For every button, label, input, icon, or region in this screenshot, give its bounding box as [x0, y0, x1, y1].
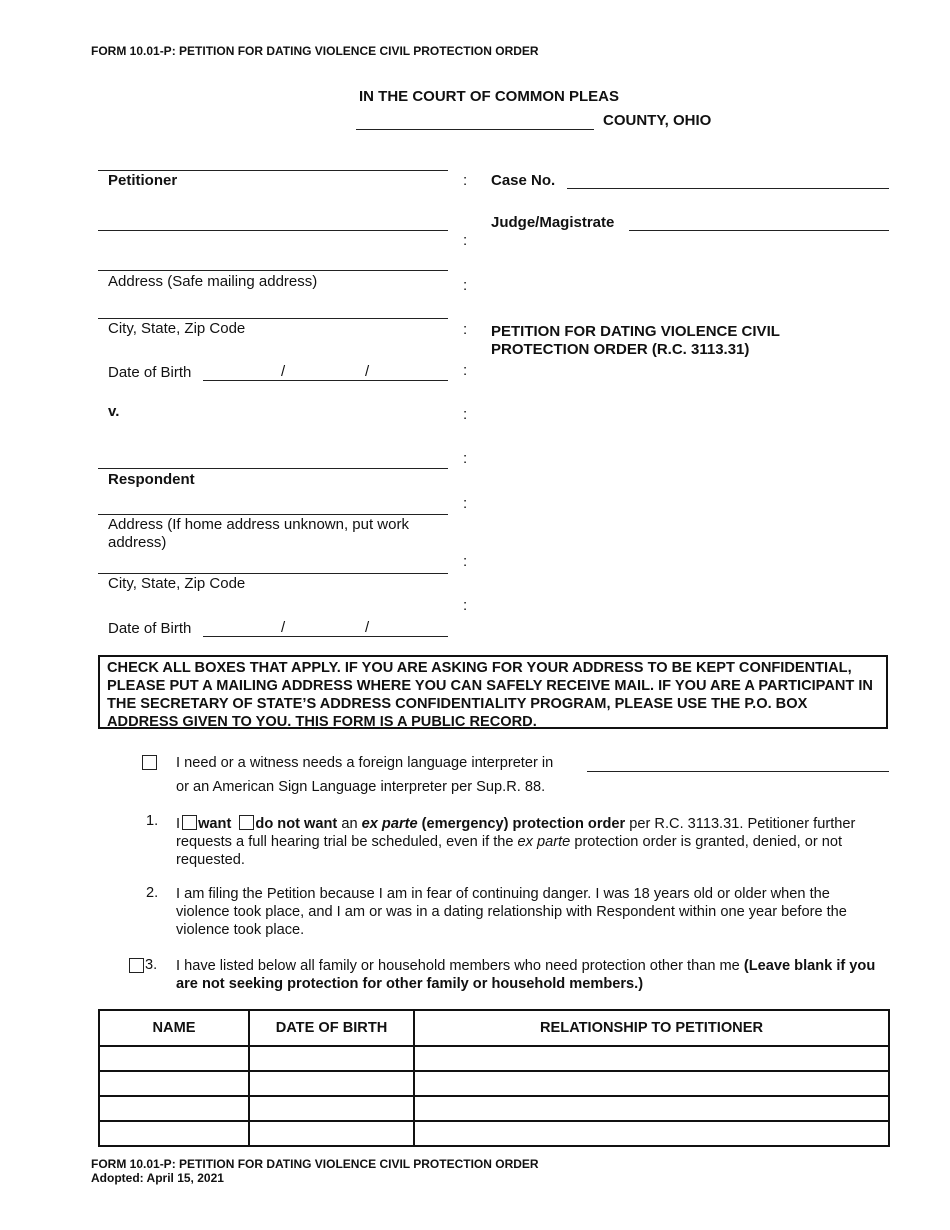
respondent-address-label: Address (If home address unknown, put work address): [108, 516, 409, 551]
respondent-name-line[interactable]: [98, 468, 448, 469]
table-cell[interactable]: [99, 1096, 249, 1121]
table-cell[interactable]: [414, 1046, 889, 1071]
item-1-rest2: protection order is granted, denied, or not requested.: [176, 834, 843, 868]
public-record-notice: CHECK ALL BOXES THAT APPLY. IF YOU ARE ASKING FOR YOUR ADDRESS TO BE KEPT CONFIDENTIAL, PLEASE PUT A MAILING ADDRESS WHERE YOU CAN SAFELY RECEIVE MAIL. IF YOU ARE A PARTICIPANT IN THE SECRETARY OF STATE’S ADDRESS CONFIDENTIALITY PROGRAM, PLEASE USE THE P.O. BOX ADDRESS GIVEN TO YOU. THIS FORM IS A PUBLIC RECORD.: [98, 655, 888, 729]
respondent-city-label: City, State, Zip Code: [108, 575, 246, 592]
dob-slash: /: [281, 363, 286, 380]
caption-colon: :: [463, 232, 468, 249]
petition-title-line2: PROTECTION ORDER (R.C. 3113.31): [491, 341, 750, 358]
interpreter-checkbox[interactable]: [142, 755, 157, 770]
caption-colon: :: [463, 450, 468, 467]
table-cell[interactable]: [249, 1071, 414, 1096]
item-1-rest1: per R.C. 3113.31. Petitioner further requests a full hearing trial be scheduled, even if the: [176, 816, 856, 850]
table-cell[interactable]: [249, 1096, 414, 1121]
table-cell[interactable]: [99, 1046, 249, 1071]
interpreter-language-field[interactable]: [587, 771, 889, 772]
petitioner-name-line[interactable]: [98, 170, 448, 171]
respondent-dob-label: Date of Birth: [108, 620, 192, 637]
table-row: [99, 1071, 889, 1096]
table-header-row: [99, 1010, 889, 1046]
caption-colon: :: [463, 277, 468, 294]
court-name: IN THE COURT OF COMMON PLEAS: [359, 88, 619, 105]
petitioner-dob-label: Date of Birth: [108, 364, 192, 381]
item-3-text-main: I have listed below all family or household members who need protection other than me: [176, 958, 744, 974]
interpreter-text-line1: I need or a witness needs a foreign language interpreter in: [176, 755, 554, 771]
versus-label: v.: [108, 403, 120, 420]
item-1-text: [176, 813, 866, 869]
caption-colon: :: [463, 597, 468, 614]
item-3-text-bold: (Leave blank if you are not seeking protection for other family or household members.): [176, 958, 876, 992]
want-label: want: [198, 816, 232, 832]
relationship-header: RELATIONSHIP TO PETITIONER: [414, 1010, 889, 1046]
respondent-label: Respondent: [108, 471, 195, 488]
case-no-label: Case No.: [491, 172, 556, 189]
item-3-number: 3.: [145, 957, 158, 973]
respondent-address-line[interactable]: [98, 514, 448, 515]
county-name-field[interactable]: [356, 129, 594, 130]
form-title-header: FORM 10.01-P: PETITION FOR DATING VIOLENCE CIVIL PROTECTION ORDER: [91, 44, 539, 58]
petitioner-dob-field[interactable]: [203, 380, 448, 381]
table-cell[interactable]: [414, 1121, 889, 1146]
item-3-checkbox[interactable]: [129, 958, 144, 973]
do-not-want-checkbox[interactable]: [239, 815, 254, 830]
table-cell[interactable]: [249, 1046, 414, 1071]
table-cell[interactable]: [99, 1071, 249, 1096]
table-cell[interactable]: [414, 1096, 889, 1121]
caption-colon: :: [463, 321, 468, 338]
petitioner-city-line[interactable]: [98, 318, 448, 319]
dob-slash: /: [281, 619, 286, 636]
ex-parte-term: ex parte: [517, 834, 571, 850]
caption-colon: :: [463, 362, 468, 379]
item-2-number: 2.: [146, 885, 159, 901]
judge-field[interactable]: [629, 230, 889, 231]
want-checkbox[interactable]: [182, 815, 197, 830]
petition-title-line1: PETITION FOR DATING VIOLENCE CIVIL: [491, 323, 780, 340]
case-no-field[interactable]: [567, 188, 889, 189]
petitioner-label: Petitioner: [108, 172, 178, 189]
table-cell[interactable]: [99, 1121, 249, 1146]
interpreter-text-line2: or an American Sign Language interpreter per Sup.R. 88.: [176, 779, 546, 795]
respondent-dob-field[interactable]: [203, 636, 448, 637]
item-2-text: I am filing the Petition because I am in fear of continuing danger. I was 18 years old or older when the violence took place, and I am or was in a dating relationship with Respondent within one year before the violence took place.: [176, 886, 847, 938]
table-row: [99, 1121, 889, 1146]
item-1-an: an: [337, 816, 362, 832]
judge-label: Judge/Magistrate: [491, 214, 615, 231]
dob-header: DATE OF BIRTH: [249, 1010, 414, 1046]
emergency-protection-order: (emergency) protection order: [417, 816, 626, 832]
ex-parte-term: ex parte: [361, 816, 418, 832]
dob-slash: /: [365, 619, 370, 636]
table-cell[interactable]: [249, 1121, 414, 1146]
do-not-want-label: do not want: [255, 816, 338, 832]
name-header: NAME: [99, 1010, 249, 1046]
item-1-i: I: [176, 816, 181, 832]
household-members-table: [98, 1009, 890, 1147]
table-cell[interactable]: [414, 1071, 889, 1096]
petitioner-city-label: City, State, Zip Code: [108, 320, 246, 337]
table-row: [99, 1046, 889, 1071]
item-1-number: 1.: [146, 813, 159, 829]
petitioner-address-line[interactable]: [98, 270, 448, 271]
caption-colon: :: [463, 172, 468, 189]
footer-form-title: FORM 10.01-P: PETITION FOR DATING VIOLENCE CIVIL PROTECTION ORDER: [91, 1157, 539, 1171]
footer-adopted-date: Adopted: April 15, 2021: [91, 1171, 224, 1185]
dob-slash: /: [365, 363, 370, 380]
caption-colon: :: [463, 406, 468, 423]
petitioner-extra-line[interactable]: [98, 230, 448, 231]
caption-colon: :: [463, 495, 468, 512]
petitioner-address-label: Address (Safe mailing address): [108, 273, 318, 290]
item-3-text: [176, 957, 876, 993]
table-row: [99, 1096, 889, 1121]
respondent-city-line[interactable]: [98, 573, 448, 574]
caption-colon: :: [463, 553, 468, 570]
county-label: COUNTY, OHIO: [603, 112, 712, 129]
